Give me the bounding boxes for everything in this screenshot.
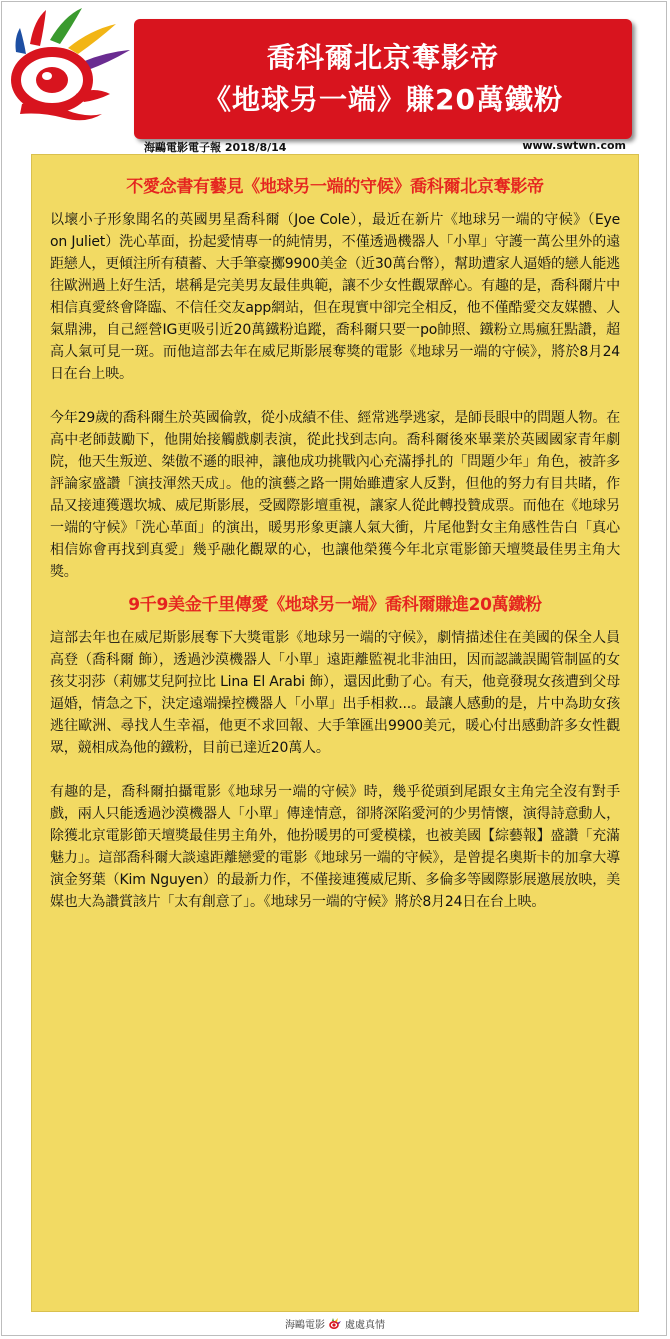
publication-info: 海鷗電影電子報 2018/8/14: [144, 141, 287, 154]
footer: [0, 1316, 670, 1331]
footer-left-text: 海鷗電影: [285, 1320, 325, 1331]
paragraph-1: 以壞小子形象聞名的英國男星喬科爾（Joe Cole），最近在新片《地球另一端的守候》（Eye on Juliet）洗心革面，扮起愛情專一的純情男，不僅透過機器人「小單」守護一萬公里外的遠距戀人，更傾注所有積蓄、大手筆豪擲9900美金（近30萬台幣），幫助遭家人逼婚的戀人能逃往歐洲過上好生活，堪稱是完美男友最佳典範，讓不少女性觀眾醉心。有趣的是，喬科爾片中相信真愛終會降臨、不信任交友app網站，但在現實中卻完全相反，他不僅酷愛交友媒體、人氣鼎沸，自己經營IG更吸引近20萬鐵粉追蹤，喬科爾只要一po帥照、鐵粉立馬瘋狂點讚，超高人氣可見一斑。而他這部去年在威尼斯影展奪獎的電影《地球另一端的守候》，將於8月24日在台上映。: [50, 212, 620, 382]
website-link[interactable]: www.swtwn.com: [522, 139, 626, 152]
section-heading-1: 不愛念書有藝見《地球另一端的守候》喬科爾北京奪影帝: [126, 177, 544, 197]
title-banner: [134, 19, 632, 139]
article-body: [31, 154, 639, 1312]
section-heading-2: 9千9美金千里傳愛《地球另一端》喬科爾賺進20萬鐵粉: [128, 595, 542, 615]
seagull-small-icon: [328, 1317, 342, 1331]
title-line-1: 喬科爾北京奪影帝: [266, 41, 499, 74]
paragraph-2: 今年29歲的喬科爾生於英國倫敦，從小成績不佳、經常逃學逃家，是師長眼中的問題人物。在高中老師鼓勵下，他開始接觸戲劇表演，從此找到志向。喬科爾後來畢業於英國國家青年劇院，他天生叛逆、桀傲不遜的眼神，讓他成功挑戰內心充滿掙扎的「問題少年」角色，被許多評論家盛讚「演技渾然天成」。他的演藝之路一開始雖遭家人反對，但他的努力有目共睹，作品又接連獲選坎城、威尼斯影展，受國際影壇重視，讓家人從此轉投贊成票。而他在《地球另一端的守候》「洗心革面」的演出，暖男形象更讓人氣大衝，片尾他對女主角感性告白「真心相信妳會再找到真愛」幾乎融化觀眾的心，也讓他榮獲今年北京電影節天壇獎最佳男主角大獎。: [50, 410, 620, 580]
paragraph-4: 有趣的是，喬科爾拍攝電影《地球另一端的守候》時，幾乎從頭到尾跟女主角完全沒有對手戲，兩人只能透過沙漠機器人「小單」傳達情意，卻將深陷愛河的少男情懷，演得詩意動人，除獲北京電影節天壇獎最佳男主角外，他扮暖男的可愛模樣，也被美國【綜藝報】盛讚「充滿魅力」。這部喬科爾大談遠距離戀愛的電影《地球另一端的守候》，是曾提名奧斯卡的加拿大導演金努葉（Kim Nguyen）的最新力作，不僅接連獲威尼斯、多倫多等國際影展邀展放映，美媒也大為讚賞該片「太有創意了」。《地球另一端的守候》將於8月24日在台上映。: [50, 784, 620, 910]
title-line-2: 《地球另一端》賺20萬鐵粉: [203, 83, 563, 116]
seagull-logo-icon: [6, 6, 134, 124]
paragraph-3: 這部去年也在威尼斯影展奪下大獎電影《地球另一端的守候》，劇情描述住在美國的保全人員高登（喬科爾 飾），透過沙漠機器人「小單」遠距離監視北非油田，因而認識誤闖管制區的女孩艾羽莎（莉娜艾兒阿拉比 Lina El Arabi 飾），還因此動了心。有天，他竟發現女孩遭到父母逼婚，情急之下，決定遠端操控機器人「小單」出手相救...。最讓人感動的是，片中為助女孩逃往歐洲、尋找人生幸福，他更不求回報、大手筆匯出9900美元，暖心付出感動許多女性觀眾，競相成為他的鐵粉，目前已達近20萬人。: [50, 630, 620, 756]
footer-right-text: 處處真情: [345, 1320, 385, 1331]
